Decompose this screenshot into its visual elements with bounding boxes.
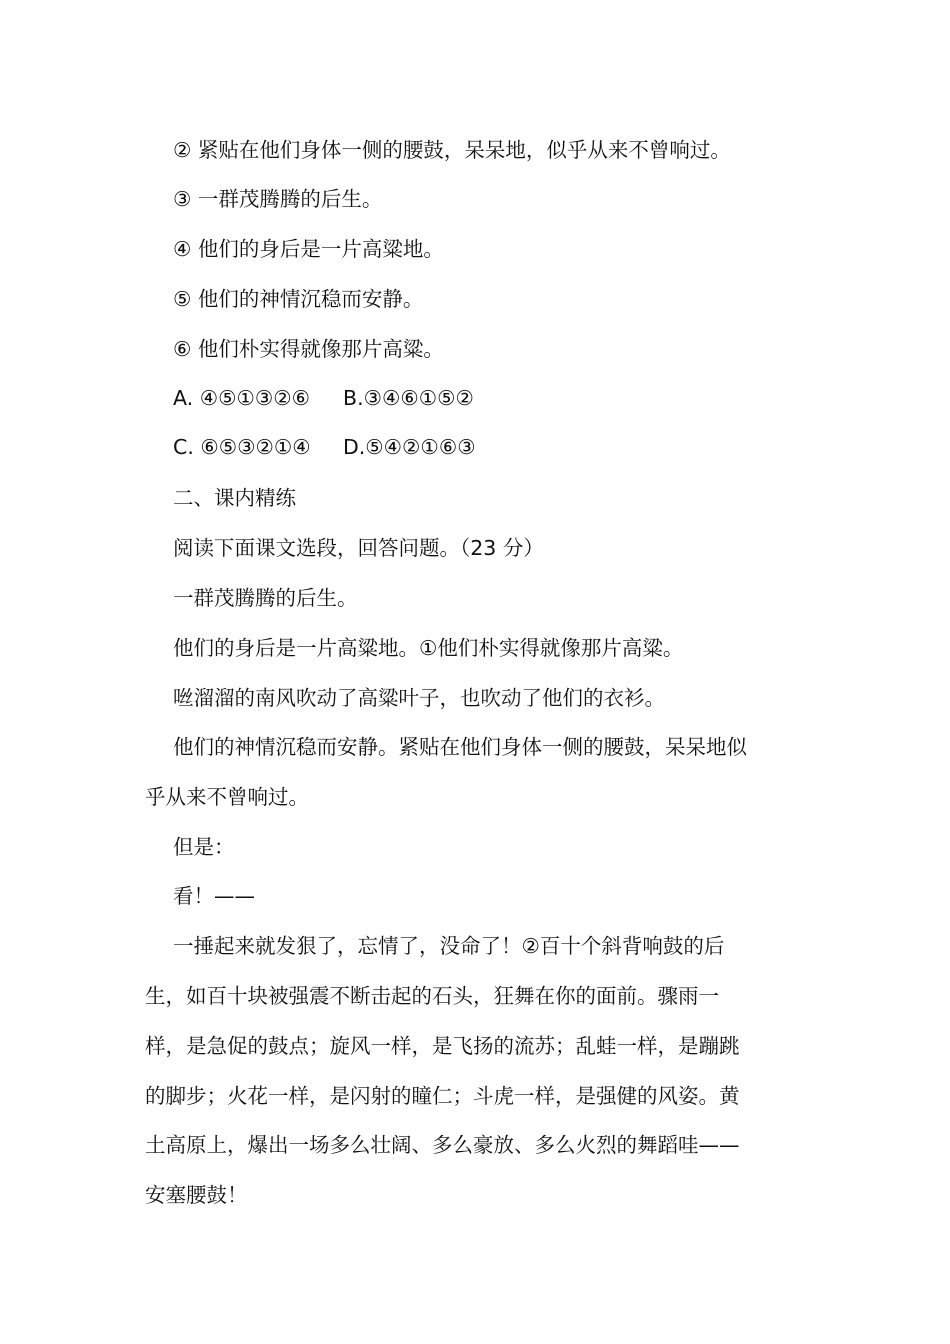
passage-paragraph-7-line-4: 的脚步；火花一样，是闪射的瞳仁；斗虎一样，是强健的风姿。黄 (145, 1084, 740, 1108)
passage-paragraph-7-line-3: 样，是急促的鼓点；旋风一样，是飞扬的流苏；乱蛙一样，是蹦跳 (145, 1034, 740, 1058)
passage-paragraph-5: 但是： (173, 835, 235, 859)
passage-paragraph-3: 咝溜溜的南风吹动了高粱叶子，也吹动了他们的衣衫。 (173, 686, 665, 710)
passage-paragraph-4-line-2: 乎从来不曾响过。 (145, 785, 309, 809)
option-c: C. ⑥⑤③②①④ (173, 435, 311, 459)
passage-paragraph-7-line-5: 土高原上，爆出一场多么壮阔、多么豪放、多么火烈的舞蹈哇—— (145, 1133, 740, 1157)
option-a: A. ④⑤①③②⑥ (173, 386, 310, 410)
section-heading: 二、课内精练 (173, 486, 296, 510)
passage-paragraph-6: 看！—— (173, 884, 255, 908)
item-4: ④ 他们的身后是一片高粱地。 (173, 237, 444, 261)
passage-paragraph-7-line-1: 一捶起来就发狠了，忘情了，没命了！②百十个斜背响鼓的后 (173, 934, 725, 958)
passage-paragraph-1: 一群茂腾腾的后生。 (173, 586, 358, 610)
option-b: B.③④⑥①⑤② (343, 386, 474, 410)
option-d: D.⑤④②①⑥③ (343, 435, 476, 459)
passage-paragraph-2: 他们的身后是一片高粱地。①他们朴实得就像那片高粱。 (173, 636, 684, 660)
passage-paragraph-7-line-2: 生，如百十块被强震不断击起的石头，狂舞在你的面前。骤雨一 (145, 984, 719, 1008)
item-5: ⑤ 他们的神情沉稳而安静。 (173, 287, 424, 311)
item-2: ② 紧贴在他们身体一侧的腰鼓，呆呆地，似乎从来不曾响过。 (173, 138, 731, 162)
passage-paragraph-7-line-6: 安塞腰鼓！ (145, 1183, 248, 1207)
section-instruction: 阅读下面课文选段，回答问题。（23 分） (173, 536, 544, 560)
item-6: ⑥ 他们朴实得就像那片高粱。 (173, 337, 444, 361)
passage-paragraph-4-line-1: 他们的神情沉稳而安静。紧贴在他们身体一侧的腰鼓，呆呆地似 (173, 735, 747, 759)
item-3: ③ 一群茂腾腾的后生。 (173, 187, 383, 211)
